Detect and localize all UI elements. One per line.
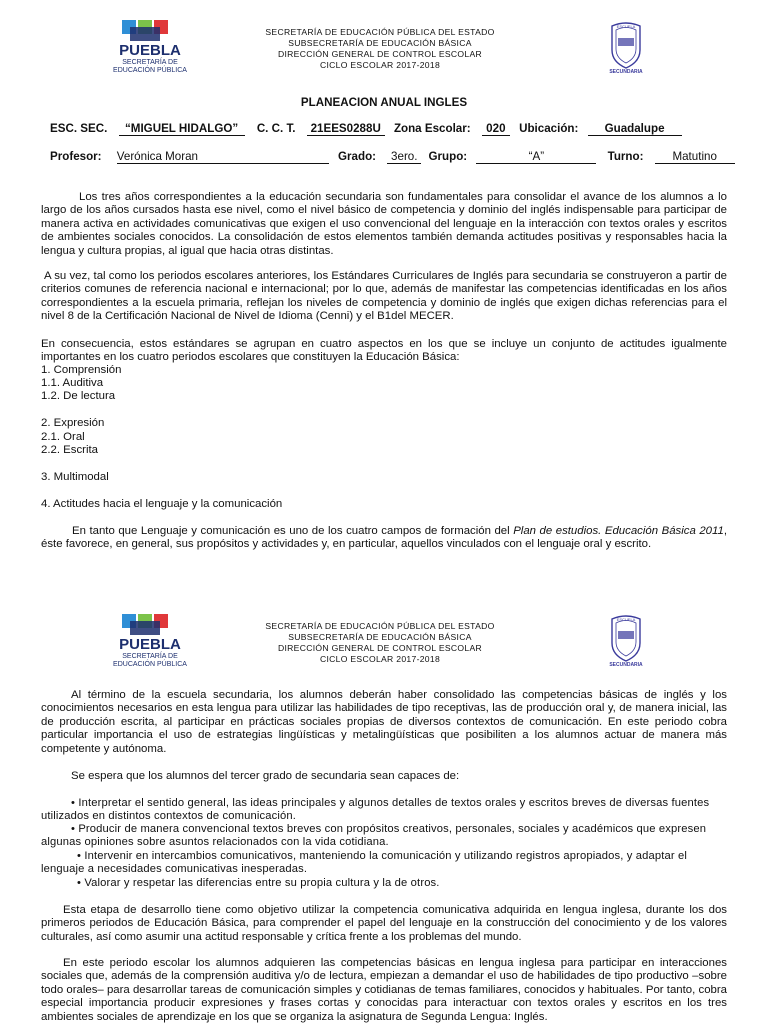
list-item: 3. Multimodal [41,471,109,483]
paragraph-termino: Al término de la escuela secundaria, los alumnos deberán haber consolidado las competencias básicas de inglés y los conocimientos necesarios en esta lengua para utilizar las habilidades de tipo receptivas, las de producción oral y, de manera inicial, las de producción escrita, al participar en prácticas sociales propias de diversos contextos de comunicación. En este periodo cobra particular importancia el uso de estrategias lingüísticas y metalingüísticas que posibiliten a los alumnos actuar de manera más competente y autónoma. [41,689,727,755]
bullet-item: • Valorar y respetar las diferencias entre su propia cultura y la de otros. [77,877,440,889]
zona-value: 020 [482,122,510,136]
bullet-item: • Producir de manera convencional textos breves con propósitos creativos, personales, sociales y académicos que expresen algunas opiniones sobre asuntos relacionados con la vida cotidiana. [41,823,707,849]
ubicacion-label: Ubicación: [519,122,579,135]
school-info-row [50,122,682,136]
list-item: 2. Expresión [41,417,105,429]
grupo-label: Grupo: [428,150,468,163]
page-title: PLANEACION ANUAL INGLES [300,96,468,109]
header-line-4: CICLO ESCOLAR 2017-2018 [319,60,441,70]
seal-top-text: ESCUELA [616,24,636,29]
list-item: 1.1. Auditiva [41,377,104,389]
plan-estudios-emphasis: Plan de estudios. Educación Básica 2011 [513,525,724,537]
school-seal-page2 [606,613,646,667]
zona-label: Zona Escolar: [393,122,471,135]
header-line-2: SUBSECRETARÍA DE EDUCACIÓN BÁSICA [288,632,472,642]
list-item: 2.2. Escrita [41,444,98,456]
puebla-logo [100,18,200,74]
logo-sub1: SECRETARÍA DE [122,59,178,66]
paragraph-campos [41,525,727,552]
institution-header-page2 [230,621,530,665]
logo-sub2: EDUCACIÓN PÚBLICA [113,67,187,74]
campos-text-b: , éste favorece, en general, sus propósitos y actividades y, en particular, aquellos vinculados con el lenguaje oral y escrito. [41,525,727,551]
grupo-value: “A” [476,150,596,164]
list-item: 4. Actitudes hacia el lenguaje y la comunicación [41,498,283,510]
institution-header [230,27,530,71]
logo-sub1: SECRETARÍA DE [122,653,178,660]
logo-name: PUEBLA [119,636,181,653]
header-line-3: DIRECCIÓN GENERAL DE CONTROL ESCOLAR [277,643,483,653]
seal-bottom-text: SECUNDARIA [609,69,643,74]
school-seal [606,20,646,74]
paragraph-aspects: En consecuencia, estos estándares se agrupan en cuatro aspectos en los que se incluye un conjunto de actitudes igualmente importantes en los cuatro periodos escolares que constituyen la Educación Básica: [41,338,727,364]
bullet-item: • Interpretar el sentido general, las ideas principales y algunos detalles de textos orales y escritos breves de diversas fuentes utilizados en distintos contextos de comunicación. [41,797,710,823]
paragraph-espera: Se espera que los alumnos del tercer grado de secundaria sean capaces de: [71,770,460,782]
turno-value: Matutino [655,150,735,164]
profesor-label: Profesor: [50,150,102,163]
cct-label: C. C. T. [256,122,296,135]
logo-name: PUEBLA [119,42,181,59]
bullet-item: • Intervenir en intercambios comunicativos, manteniendo la comunicación y utilizando registros apropiados, y adaptar el lenguaje a necesidades comunicativas inesperadas. [41,850,688,876]
header-line-1: SECRETARÍA DE EDUCACIÓN PÚBLICA DEL ESTADO [265,27,495,37]
ubicacion-value: Guadalupe [588,122,682,136]
grado-label: Grado: [338,150,377,163]
list-item: 1.2. De lectura [41,390,116,402]
seal-bottom-text: SECUNDARIA [609,662,643,667]
turno-label: Turno: [607,150,644,163]
paragraph-etapa: Esta etapa de desarrollo tiene como objetivo utilizar la competencia comunicativa adquirida en lengua inglesa, durante los dos primeros periodos de Educación Básica, para comprender el papel del lenguaje en la construcción del conocimiento y de los valores culturales, así como asumir una actitud responsable y crítica frente a los problemas del mundo. [41,904,727,943]
puebla-logo-page2 [100,612,200,668]
seal-top-text: ESCUELA [616,617,636,622]
paragraph-intro: Los tres años correspondientes a la educación secundaria son fundamentales para consolidar el avance de los alumnos a lo largo de los años cursados hasta ese nivel, como el nivel básico de competencia y dominio del inglés indispensable para participar de manera activa en actividades comunicativas que exigen el uso convencional del lenguaje en la interacción con textos orales y escritos de ambientes sociales conocidos. La consolidación de estos elementos también demanda actitudes positivas y responsables hacia la lengua y cultura propias, al igual que hacia otras distintas. [41,191,727,257]
puebla-logo-mark [100,612,200,668]
list-item: 1. Comprensión [41,364,122,376]
puebla-logo-mark [100,18,200,74]
paragraph-standards: A su vez, tal como los periodos escolares anteriores, los Estándares Curriculares de Inglés para secundaria se construyeron a partir de criterios comunes de referencia nacional e internacional; por lo que, además de manifestar las competencias identificadas en los años correspondientes a la escuela primaria, reflejan los niveles de competencia y dominio de inglés que exigen dichas referencias para el nivel 8 de la Certificación Nacional de Nivel de Idioma (Cenni) y el B1del MECER. [41,270,727,323]
paragraph-periodo: En este periodo escolar los alumnos adquieren las competencias básicas en lengua inglesa para participar en interacciones sociales que, además de la comprensión auditiva y/o de lectura, empiezan a demandar el uso de habilidades de tipo productivo –sobre todo orales– para desarrollar tareas de comunicación simples y cotidianas de temas familiares, conocidos y habituales. Por tanto, cobra especial importancia producir expresiones y frases cortas y conocidas para interactuar con textos orales y escritos en los tres ambientes sociales de aprendizaje en los que se organiza la asignatura de Segunda Lengua: Inglés. [41,957,727,1023]
esc-label: ESC. SEC. [50,122,108,135]
school-seal-icon [606,20,646,74]
profesor-value: Verónica Moran [117,150,329,164]
list-item: 2.1. Oral [41,431,85,443]
header-line-4: CICLO ESCOLAR 2017-2018 [319,654,441,664]
teacher-info-row [50,150,735,164]
cct-value: 21EES0288U [307,122,385,136]
header-line-3: DIRECCIÓN GENERAL DE CONTROL ESCOLAR [277,49,483,59]
header-line-2: SUBSECRETARÍA DE EDUCACIÓN BÁSICA [288,38,472,48]
header-line-1: SECRETARÍA DE EDUCACIÓN PÚBLICA DEL ESTADO [265,621,495,631]
campos-text-a: En tanto que Lenguaje y comunicación es uno de los cuatro campos de formación del [72,525,514,537]
esc-value: “MIGUEL HIDALGO” [119,122,245,136]
logo-sub2: EDUCACIÓN PÚBLICA [113,661,187,668]
grado-value: 3ero. [387,150,421,164]
school-seal-icon [606,613,646,667]
